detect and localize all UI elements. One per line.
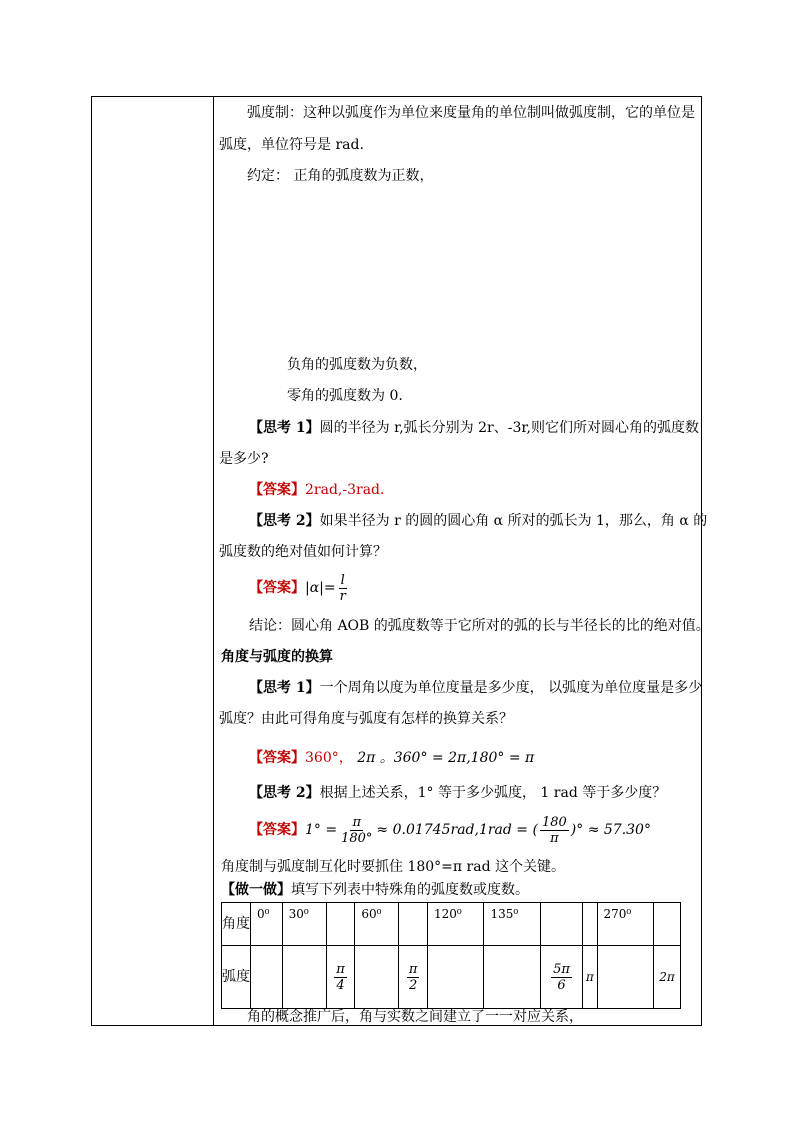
think-4-label: 【思考 2】 xyxy=(249,785,320,801)
answer-4-part-b: ≈ 0.01745rad,1rad = ( xyxy=(376,822,538,838)
table-cell xyxy=(597,946,654,1009)
cell-value: 2π xyxy=(659,970,675,984)
cell-value xyxy=(583,903,596,907)
paragraph-convention: 约定： 正角的弧度数为正数， xyxy=(247,168,434,184)
table-cell xyxy=(355,946,399,1009)
fraction-5pi-over-6 xyxy=(551,962,572,993)
think-1-text: 圆的半径为 r,弧长分别为 2r、-3r,则它们所对圆心角的弧度数 xyxy=(319,420,699,436)
answer-2-lhs: |α|= xyxy=(305,580,336,596)
fraction-pi-over-2 xyxy=(407,962,420,993)
column-divider xyxy=(213,96,214,1026)
answer-label: 【答案】 xyxy=(249,750,305,766)
table-cell xyxy=(427,946,484,1009)
answer-4 xyxy=(249,810,651,850)
conclusion: 结论：圆心角 AOB 的弧度数等于它所对的弧的长与半径长的比的绝对值。 xyxy=(249,618,710,634)
fraction-l-over-r xyxy=(338,573,348,604)
answer-4-part-c: )° ≈ 57.30° xyxy=(570,822,651,838)
numerator: π xyxy=(336,961,345,977)
numerator: l xyxy=(340,572,345,588)
cell-value: 60⁰ xyxy=(361,907,382,921)
answer-3-rest: 2π 。360° = 2π,180° = π xyxy=(357,750,535,766)
think-3-text: 一个周角以度为单位度量是多少度， 以弧度为单位度量是多少 xyxy=(319,680,703,696)
answer-1 xyxy=(249,481,384,499)
numerator: π xyxy=(408,961,418,977)
table-header-degrees: 角度 xyxy=(222,903,251,946)
answer-1-text: 2rad,-3rad. xyxy=(305,482,385,498)
table-cell xyxy=(583,903,597,946)
table-cell xyxy=(654,946,681,1009)
table-cell xyxy=(399,903,428,946)
cell-value: 30⁰ xyxy=(288,907,309,921)
cell-value: 270⁰ xyxy=(603,907,632,921)
cell-value: 120⁰ xyxy=(433,907,462,921)
numerator: π xyxy=(352,814,362,830)
table-cell xyxy=(597,903,654,946)
think-2-line-2: 弧度数的绝对值如何计算？ xyxy=(219,544,387,560)
cell-value: 0⁰ xyxy=(257,907,270,921)
denominator: 4 xyxy=(336,977,345,993)
answer-3-red: 360°， xyxy=(305,750,353,766)
key-line: 角度制与弧度制互化时要抓住 180°=π rad 这个关键。 xyxy=(221,859,566,875)
cell-value: π xyxy=(585,970,594,984)
table-row-degrees xyxy=(222,903,681,946)
denominator: π xyxy=(550,830,559,846)
table-cell xyxy=(326,903,355,946)
denominator: 2 xyxy=(409,977,418,993)
answer-4-part-a: 1° = xyxy=(305,822,338,838)
think-2-label: 【思考 2】 xyxy=(249,513,320,529)
do-it-text: 填写下列表中特殊角的弧度数或度数。 xyxy=(291,882,529,898)
answer-3 xyxy=(249,749,534,767)
last-line: 角的概念推广后，角与实数之间建立了一一对应关系， xyxy=(247,1009,583,1025)
table-cell xyxy=(355,903,399,946)
think-3-line-2: 弧度？由此可得角度与弧度有怎样的换算关系？ xyxy=(219,711,513,727)
paragraph-negative: 负角的弧度数为负数， xyxy=(287,357,427,373)
do-it-label: 【做一做】 xyxy=(221,882,291,898)
numerator: 5π xyxy=(553,961,570,977)
table-cell xyxy=(282,946,326,1009)
think-3-label: 【思考 1】 xyxy=(249,680,320,696)
conversion-table xyxy=(221,902,681,1009)
cell-value: 135⁰ xyxy=(490,907,519,921)
table-cell xyxy=(654,903,681,946)
table-cell xyxy=(251,946,283,1009)
table-cell xyxy=(484,946,541,1009)
fraction-pi-over-4 xyxy=(334,962,347,993)
think-1-line-2: 是多少? xyxy=(219,451,269,467)
think-4-text: 根据上述关系，1° 等于多少弧度， 1 rad 等于多少度？ xyxy=(319,785,667,801)
fraction-pi-over-180 xyxy=(339,815,374,846)
paragraph-zero: 零角的弧度数为 0. xyxy=(287,388,403,404)
table-header-radians: 弧度 xyxy=(222,946,251,1009)
answer-label: 【答案】 xyxy=(249,822,305,838)
denominator: r xyxy=(339,588,346,604)
cell-value xyxy=(399,903,427,907)
think-1-label: 【思考 1】 xyxy=(249,420,320,436)
think-3-line-1 xyxy=(249,679,702,697)
paragraph-radian-def-2: 弧度，单位符号是 rad. xyxy=(219,137,364,153)
table-cell xyxy=(583,946,597,1009)
table-row-radians xyxy=(222,946,681,1009)
denominator: 6 xyxy=(557,977,566,993)
think-1-line-1 xyxy=(249,419,699,437)
cell-value xyxy=(654,903,680,907)
think-2-line-1 xyxy=(249,512,707,530)
section-heading: 角度与弧度的换算 xyxy=(221,649,333,665)
paragraph-radian-def-1: 弧度制：这种以弧度作为单位来度量角的单位制叫做弧度制，它的单位是 xyxy=(247,105,695,121)
do-it-line xyxy=(221,881,529,899)
denominator: 180° xyxy=(341,830,373,846)
table-cell xyxy=(399,946,428,1009)
table-cell xyxy=(326,946,355,1009)
table-cell xyxy=(251,903,283,946)
think-2-text: 如果半径为 r 的圆的圆心角 α 所对的弧长为 1，那么，角 α 的 xyxy=(319,513,708,529)
fraction-180-over-pi xyxy=(540,815,569,846)
answer-label: 【答案】 xyxy=(249,580,305,596)
think-4-line xyxy=(249,784,666,802)
cell-value xyxy=(327,903,355,907)
answer-2 xyxy=(249,568,350,608)
numerator: 180 xyxy=(541,814,567,830)
table-cell xyxy=(427,903,484,946)
table-cell xyxy=(541,946,583,1009)
table-cell xyxy=(282,903,326,946)
cell-value xyxy=(541,903,582,907)
answer-label: 【答案】 xyxy=(249,482,305,498)
table-cell xyxy=(484,903,541,946)
table-cell xyxy=(541,903,583,946)
